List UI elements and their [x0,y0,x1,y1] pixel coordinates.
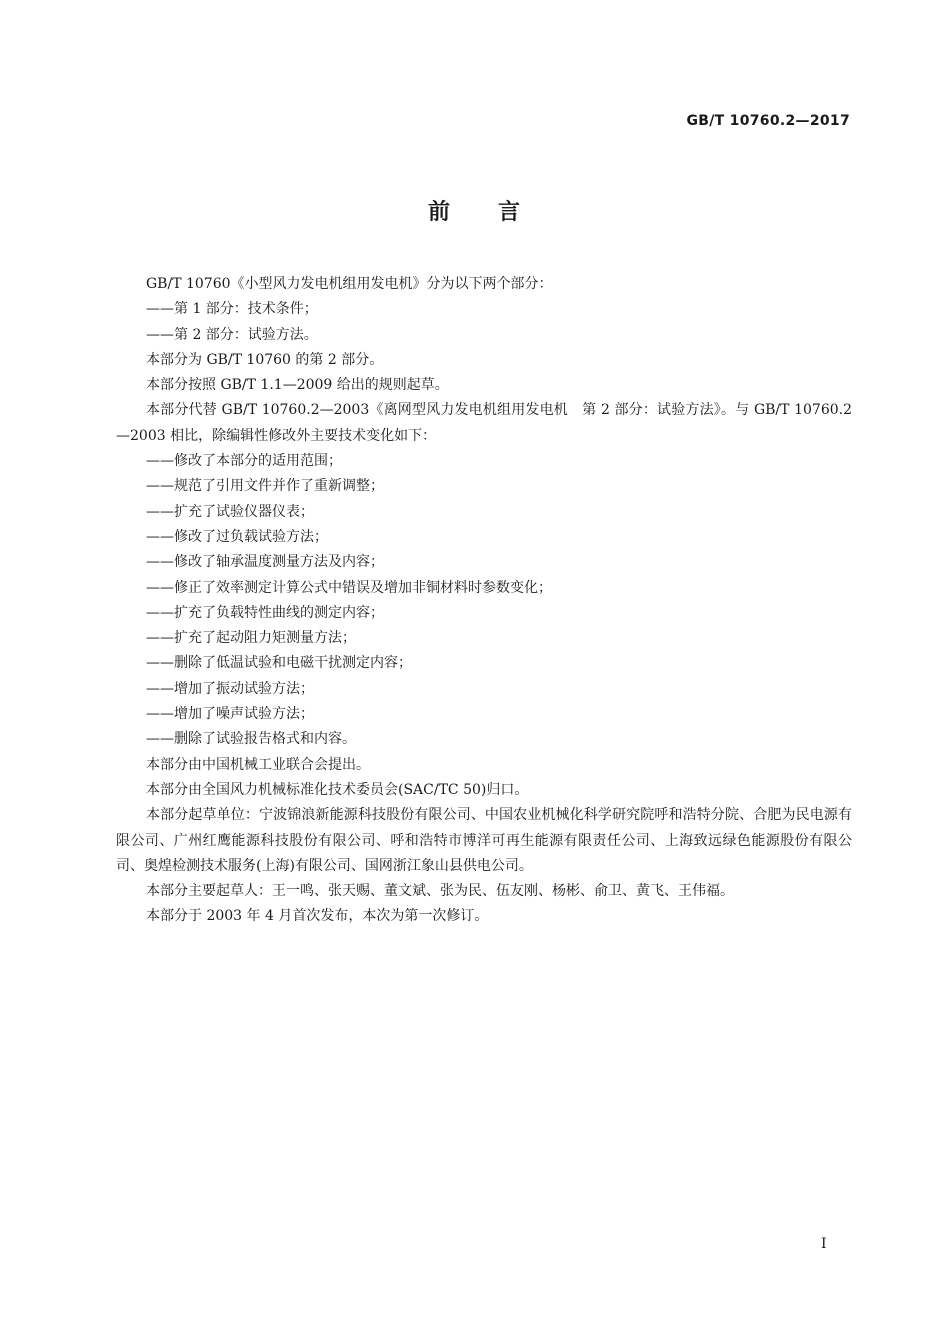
paragraph: 本部分代替 GB/T 10760.2—2003《离网型风力发电机组用发电机 第 2 部分：试验方法》。与 GB/T 10760.2—2003 相比，除编辑性修改外主要技术变化如下： [116,402,852,444]
paragraph: 本部分为 GB/T 10760 的第 2 部分。 [146,351,384,368]
list-item: ——第 2 部分：试验方法。 [146,326,318,343]
list-item: ——扩充了试验仪器仪表； [146,503,314,520]
title-char-2: 言 [498,200,523,225]
list-item: ——规范了引用文件并作了重新调整； [146,478,384,495]
list-item: ——修正了效率测定计算公式中错误及增加非铜材料时参数变化； [146,579,552,596]
paragraph: 本部分由全国风力机械标准化技术委员会(SAC/TC 50)归口。 [146,781,529,798]
list-item: ——扩充了起动阻力矩测量方法； [146,630,356,647]
standard-number: GB/T 10760.2—2017 [686,113,850,129]
paragraph: 本部分按照 GB/T 1.1—2009 给出的规则起草。 [146,377,449,394]
document-body [116,272,852,930]
list-item: ——增加了振动试验方法； [146,680,314,697]
paragraph: 本部分起草单位：宁波锦浪新能源科技股份有限公司、中国农业机械化科学研究院呼和浩特分院、合肥为民电源有限公司、广州红鹰能源科技股份有限公司、呼和浩特市博洋可再生能源有限责任公司、上海致远绿色能源股份有限公司、奥煌检测技术服务(上海)有限公司、国网浙江象山县供电公司。 [116,807,852,874]
list-item: ——删除了试验报告格式和内容。 [146,731,356,748]
list-item: ——修改了本部分的适用范围； [146,453,342,470]
list-item: ——删除了低温试验和电磁干扰测定内容； [146,655,412,672]
list-item: ——扩充了负载特性曲线的测定内容； [146,604,384,621]
paragraph: 本部分由中国机械工业联合会提出。 [146,756,370,773]
list-item: ——修改了轴承温度测量方法及内容； [146,554,384,571]
list-item: ——增加了噪声试验方法； [146,706,314,723]
list-item: ——第 1 部分：技术条件； [146,301,318,318]
page-title [0,195,950,226]
title-char-1: 前 [427,200,452,225]
paragraph: GB/T 10760《小型风力发电机组用发电机》分为以下两个部分： [146,276,553,292]
page-number: I [821,1236,827,1252]
paragraph: 本部分于 2003 年 4 月首次发布，本次为第一次修订。 [146,908,489,925]
list-item: ——修改了过负载试验方法； [146,528,328,545]
paragraph: 本部分主要起草人：王一鸣、张天赐、董文斌、张为民、伍友刚、杨彬、俞卫、黄飞、王伟福。 [146,883,734,900]
